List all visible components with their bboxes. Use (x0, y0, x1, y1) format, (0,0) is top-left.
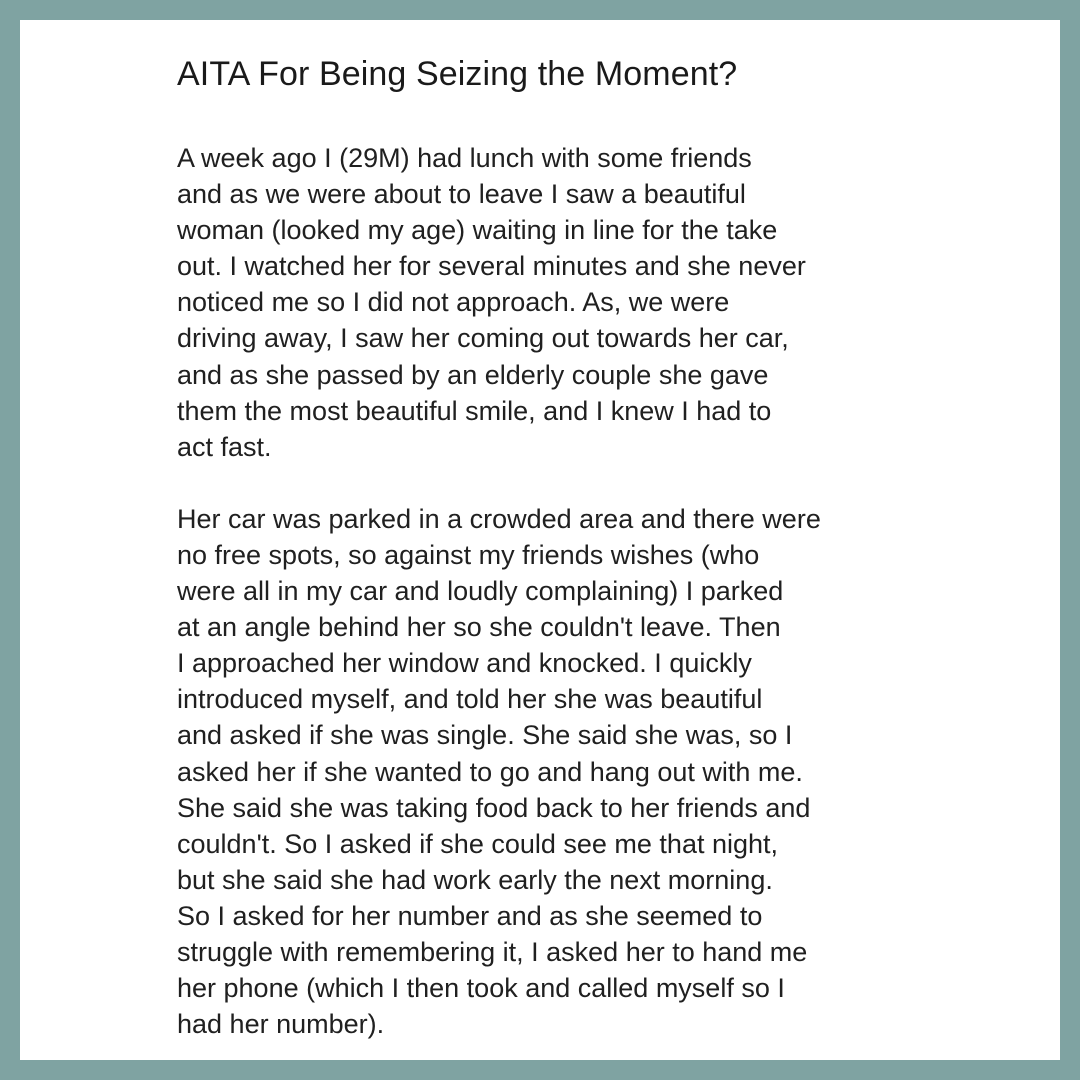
post-content (177, 52, 907, 1042)
post-card (20, 20, 1060, 1060)
post-paragraph-2: Her car was parked in a crowded area and there were no free spots, so against my friends wishes (who were all in my car and loudly complaining) I parked at an angle behind her so she couldn't leave. Then I approached her window and knocked. I quickly introduced myself, and told her she was beautiful and asked if she was single. She said she was, so I asked her if she wanted to go and hang out with me. She said she was taking food back to her friends and couldn't. So I asked if she could see me that night, but she said she had work early the next morning. So I asked for her number and as she seemed to struggle with remembering it, I asked her to hand me her phone (which I then took and called myself so I had her number). (177, 503, 821, 1040)
post-paragraph-1: A week ago I (29M) had lunch with some friends and as we were about to leave I saw a beautiful woman (looked my age) waiting in line for the take out. I watched her for several minutes and she never noticed me so I did not approach. As, we were driving away, I saw her coming out towards her car, and as she passed by an elderly couple she gave them the most beautiful smile, and I knew I had to act fast. (177, 143, 806, 462)
post-title: AITA For Being Seizing the Moment? (177, 55, 738, 93)
